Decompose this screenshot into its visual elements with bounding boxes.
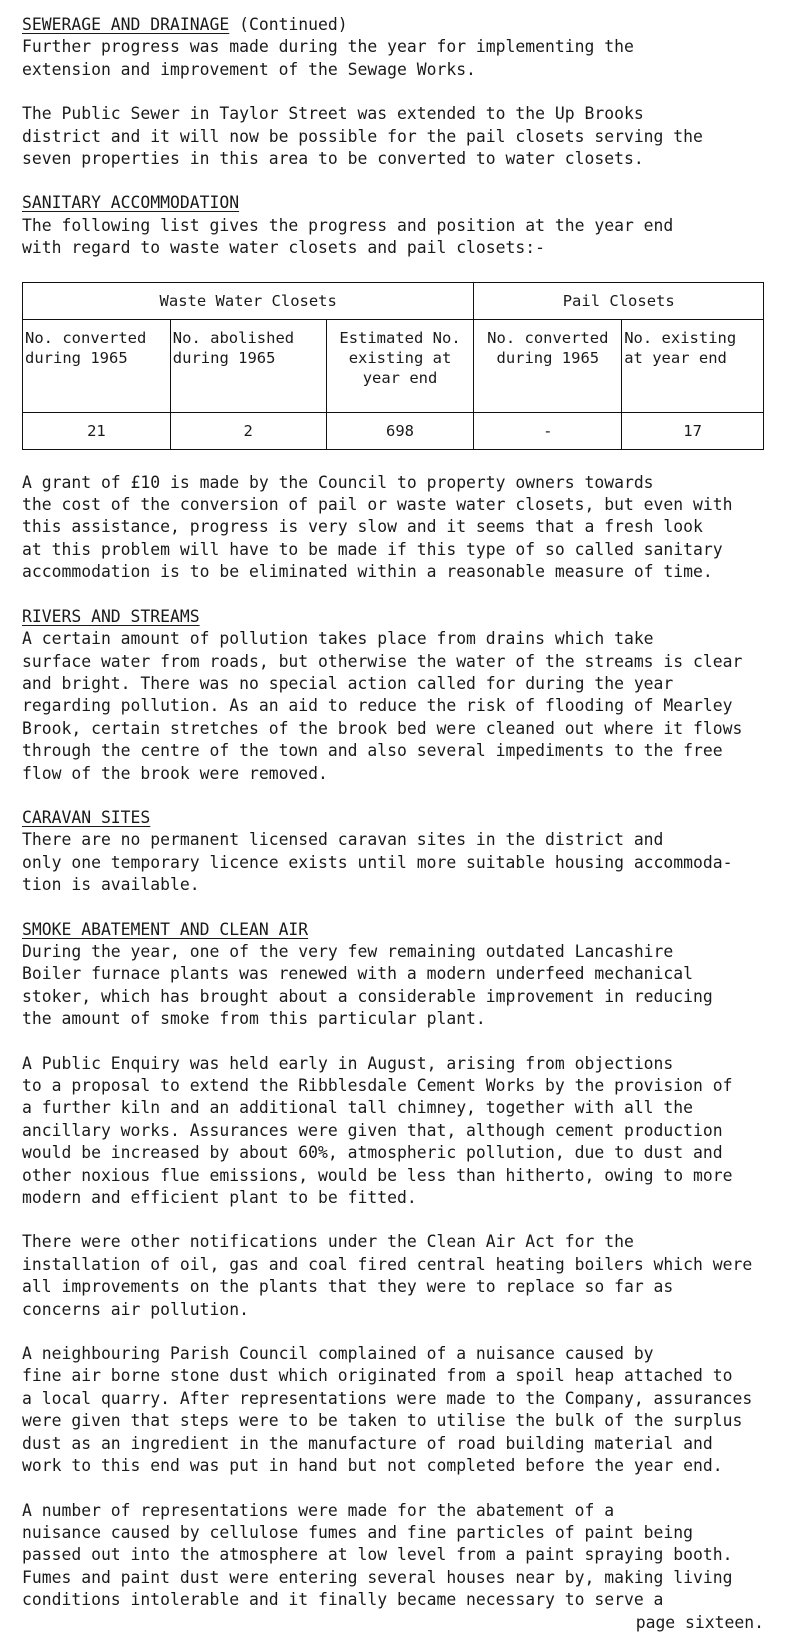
section-heading-rivers: RIVERS AND STREAMS bbox=[22, 606, 200, 626]
table-group-header-pail: Pail Closets bbox=[474, 282, 764, 319]
continued-note: (Continued) bbox=[229, 15, 348, 34]
caravan-paragraph: There are no permanent licensed caravan sites in the district and only one temporary licence exists until more suitable housing accommoda- tion is available. bbox=[22, 830, 733, 895]
table-cell: 21 bbox=[23, 412, 171, 449]
table-group-header-waste-water: Waste Water Closets bbox=[23, 282, 474, 319]
closets-table bbox=[22, 282, 764, 450]
sewerage-paragraph-2: The Public Sewer in Taylor Street was extended to the Up Brooks district and it will now be possible for the pail closets serving the seven properties in this area to be converted to water closets. bbox=[22, 104, 703, 169]
table-cell: 698 bbox=[326, 412, 474, 449]
table-cell: 17 bbox=[622, 412, 764, 449]
smoke-paragraph-5: A number of representations were made for the abatement of a nuisance caused by cellulose fumes and fine particles of paint being passed out into the atmosphere at low level from a paint spraying booth. Fumes and paint dust were entering several houses near by, making living conditions intolerable and it finally became necessary to serve a bbox=[22, 1500, 733, 1610]
section-heading-caravan: CARAVAN SITES bbox=[22, 807, 151, 827]
smoke-paragraph-1: During the year, one of the very few remaining outdated Lancashire Boiler furnace plants was renewed with a modern underfeed mechanical stoker, which has brought about a considerable improvement in reducing the amount of smoke from this particular plant. bbox=[22, 941, 713, 1029]
section-heading-sanitary: SANITARY ACCOMMODATION bbox=[22, 193, 240, 213]
smoke-section bbox=[22, 919, 782, 1634]
smoke-paragraph-3: There were other notifications under the Clean Air Act for the installation of oil, gas and coal fired central heating boilers which were all improvements on the plants that they were to replace so far as concerns air pollution. bbox=[22, 1232, 753, 1319]
sanitary-intro: The following list gives the progress and position at the year end with regard to waste water closets and pail closets:- bbox=[22, 215, 674, 258]
caravan-section bbox=[22, 807, 782, 897]
section-heading-smoke: SMOKE ABATEMENT AND CLEAN AIR bbox=[22, 919, 309, 939]
sewerage-paragraph-1: Further progress was made during the year for implementing the extension and improvement of the Sewage Works. bbox=[22, 37, 634, 79]
table-column-header: Estimated No. existing at year end bbox=[326, 319, 474, 412]
section-heading-sewerage: SEWERAGE AND DRAINAGE bbox=[22, 15, 230, 34]
smoke-paragraph-4: A neighbouring Parish Council complained of a nuisance caused by fine air borne stone dust which originated from a spoil heap attached to a local quarry. After representations were made to the Company, assurances were given that steps were to be taken to utilise the bulk of the surplus dust as an ingredient in the manufacture of road building material and work to this end was put in hand but not completed before the year end. bbox=[22, 1344, 753, 1476]
table-cell: 2 bbox=[170, 412, 326, 449]
table-column-header: No. abolished during 1965 bbox=[170, 319, 326, 412]
sanitary-paragraph: A grant of £10 is made by the Council to property owners towards the cost of the conversion of pail or waste water closets, but even with this assistance, progress is very slow and it seems that a fresh look at this problem will have to be made if this type of so called sanitary accommodation is to be eliminated within a reasonable measure of time. bbox=[22, 472, 733, 582]
smoke-paragraph-2: A Public Enquiry was held early in August, arising from objections to a proposal to extend the Ribblesdale Cement Works by the provision of a further kiln and an additional tall chimney, together with all the ancillary works. Assurances were given that, although cement production would be increased by about 60%, atmospheric pollution, due to dust and other noxious flue emissions, would be less than hitherto, owing to more modern and efficient plant to be fitted. bbox=[22, 1053, 733, 1208]
page-footer: page sixteen. bbox=[635, 1612, 764, 1632]
sewerage-section bbox=[22, 14, 782, 170]
table-column-header: No. converted during 1965 bbox=[474, 319, 622, 412]
table-cell: - bbox=[474, 412, 622, 449]
rivers-section bbox=[22, 606, 782, 785]
document-page bbox=[22, 14, 782, 1634]
sanitary-section bbox=[22, 192, 782, 583]
rivers-paragraph: A certain amount of pollution takes place from drains which take surface water from roads, but otherwise the water of the streams is clear and bright. There was no special action called for during the year regarding pollution. As an aid to reduce the risk of flooding of Mearley Brook, certain stretches of the brook bed were cleaned out where it flows through the centre of the town and also several impediments to the free flow of the brook were removed. bbox=[22, 629, 743, 783]
table-column-header: No. converted during 1965 bbox=[23, 319, 171, 412]
table-column-header: No. existing at year end bbox=[622, 319, 764, 412]
